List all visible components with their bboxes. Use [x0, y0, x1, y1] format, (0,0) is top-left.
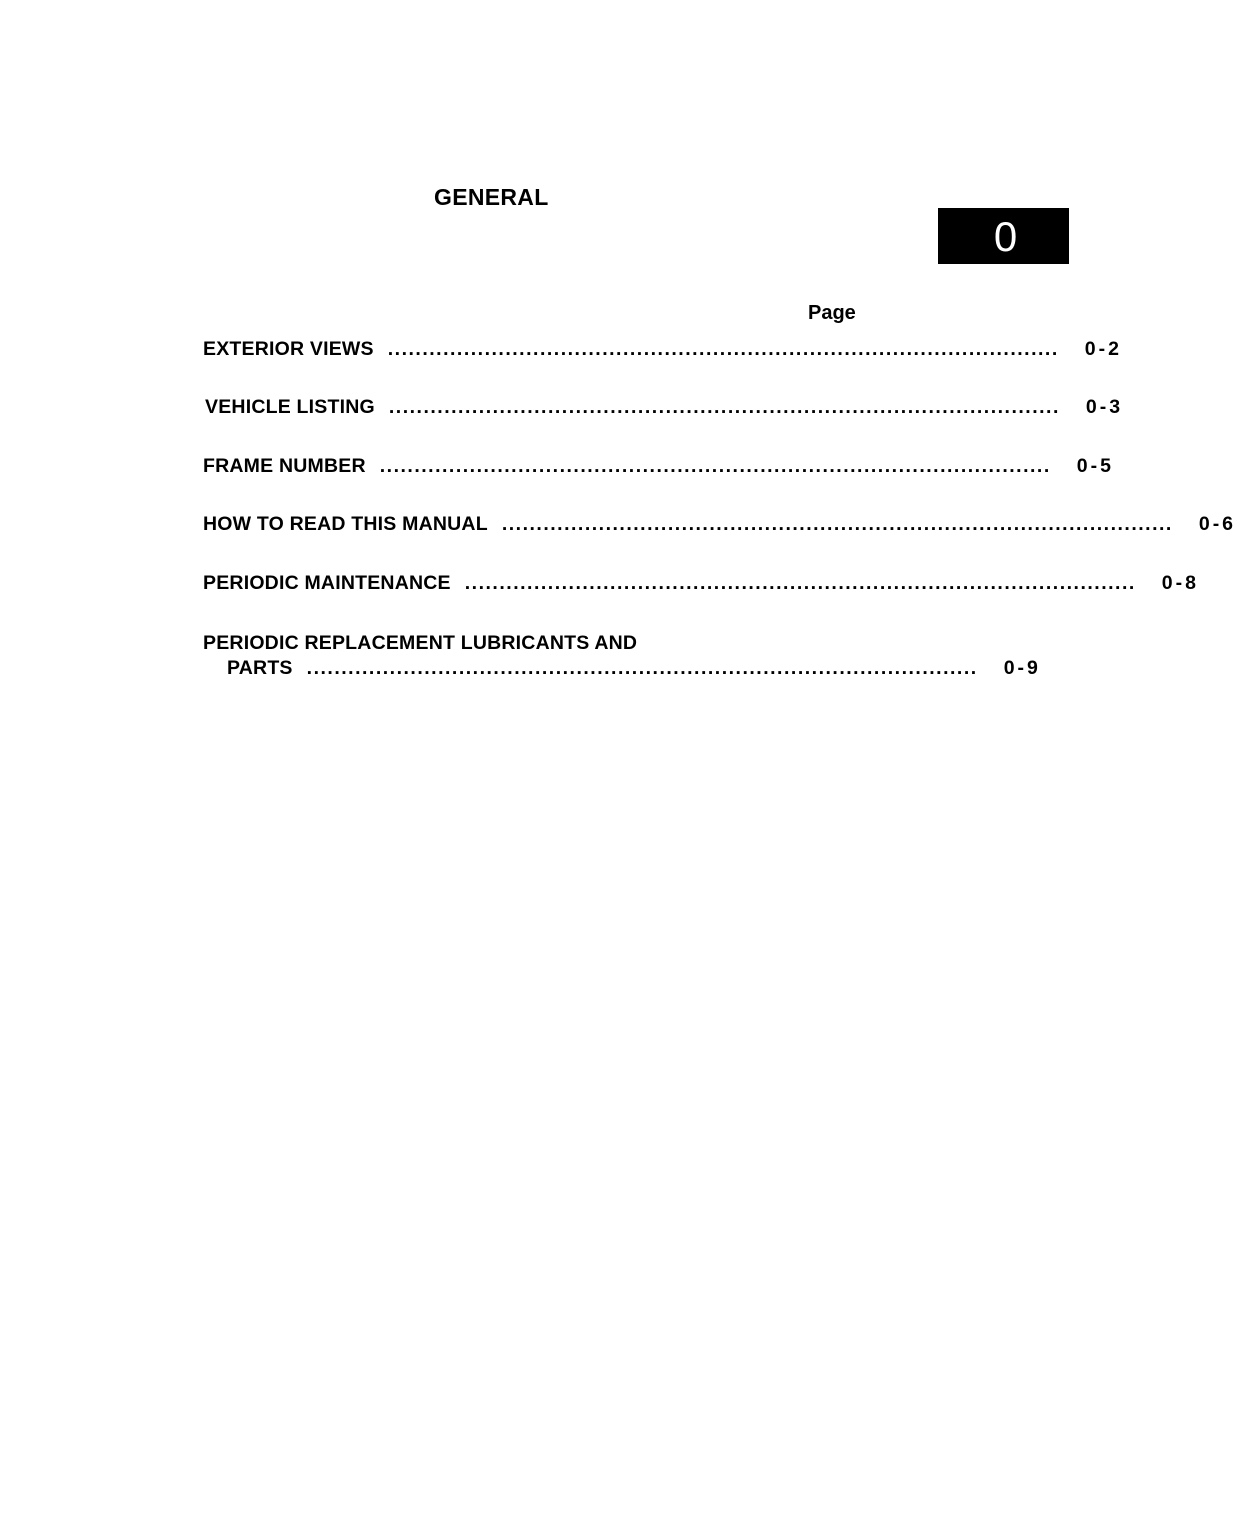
dot-leader: .................................................................................................: [379, 455, 1051, 477]
toc-entry-how-to-read-this-manual[interactable]: [203, 513, 1237, 536]
toc-entry-frame-number[interactable]: [203, 455, 1114, 478]
toc-entry-exterior-views[interactable]: [203, 338, 1122, 361]
dot-leader: .................................................................................................: [501, 513, 1173, 535]
dot-leader: .................................................................................................: [387, 338, 1059, 360]
toc-entry-periodic-maintenance[interactable]: [203, 572, 1199, 595]
dot-leader: .................................................................................................: [306, 657, 978, 679]
dot-leader: .................................................................................................: [464, 572, 1136, 594]
page-column-header: Page: [808, 302, 856, 324]
toc-entry-label: VEHICLE LISTING: [205, 396, 375, 418]
toc-entry-page: 0-3: [1085, 396, 1124, 418]
section-tab: 0: [938, 208, 1069, 264]
toc-entry-periodic-replacement[interactable]: [203, 632, 1041, 680]
toc-entry-vehicle-listing[interactable]: [205, 396, 1124, 419]
toc-entry-page: 0-2: [1084, 338, 1122, 360]
toc-entry-label: HOW TO READ THIS MANUAL: [203, 513, 488, 535]
toc-entry-page: 0-6: [1198, 513, 1237, 535]
toc-entry-label-line2: PARTS: [227, 657, 293, 679]
toc-entry-page: 0-9: [1003, 657, 1041, 679]
toc-entry-page: 0-5: [1076, 455, 1114, 477]
toc-entry-page: 0-8: [1161, 572, 1199, 594]
toc-entry-label-line1: PERIODIC REPLACEMENT LUBRICANTS AND: [203, 632, 638, 654]
toc-entry-label: PERIODIC MAINTENANCE: [203, 572, 451, 594]
toc-entry-label: EXTERIOR VIEWS: [203, 338, 374, 360]
dot-leader: .................................................................................................: [388, 396, 1060, 418]
toc-entry-label: FRAME NUMBER: [203, 455, 366, 477]
page-title: GENERAL: [434, 184, 549, 210]
